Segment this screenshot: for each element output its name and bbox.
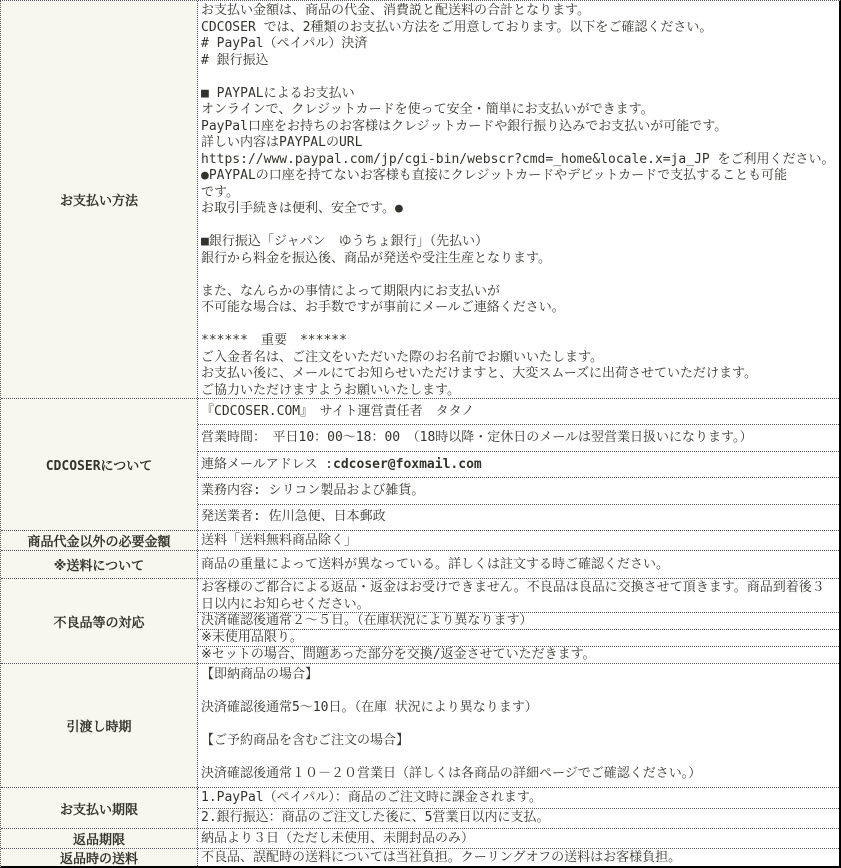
row-header-return-shipping: 返品時の送料: [1, 849, 198, 866]
row-delivery-time: [1, 663, 839, 787]
defect-policy-item: 決済確認後通常２～５日。（在庫状況により異なります）: [198, 612, 839, 629]
about-contact-row: [198, 451, 839, 477]
row-header-defect-policy: 不良品等の対応: [1, 579, 198, 663]
cell-delivery-time: [198, 664, 839, 787]
text-line: CDCOSER では、2種類のお支払い方法をご用意しております。以下をご確認ください。: [201, 19, 713, 35]
row-return-period: [1, 828, 839, 848]
text-line: 【即納商品の場合】: [201, 667, 319, 682]
payment-deadline-item: 1.PayPal（ペイパル）：商品のご注文時に課金されます。: [201, 789, 542, 805]
row-header-delivery-time: 引渡し時期: [1, 664, 198, 787]
contact-email-label: 連絡メールアドレス :: [201, 456, 334, 472]
text-line: お支払い後に、メールにてお知らせいただけますと、大変スムーズに出荷させていただけます。: [201, 366, 758, 381]
row-extra-fees: [1, 530, 839, 550]
text-line: ■ PAYPALによるお支払い: [201, 85, 355, 101]
contact-email: cdcoser@foxmail.com: [333, 456, 482, 472]
text-line: 決済確認後通常5～10日。（在庫 状況により異なります）: [201, 700, 538, 715]
text-line: ****** 重要 ******: [201, 333, 347, 348]
text-line: ■銀行振込「ジャパン ゆうちょ銀行」（先払い）: [201, 234, 489, 249]
text-line: # 銀行振込: [201, 52, 269, 68]
extra-fees-value: 送料「送料無料商品除く」: [201, 532, 358, 548]
defect-policy-item: お客様のご都合による返品・返金はお受けできません。不良品は良品に交換させて頂きます。商品到着後３日以内にお知らせください。: [201, 580, 825, 612]
text-line: [201, 317, 836, 334]
text-line: [201, 267, 836, 284]
about-shipping-carrier: 発送業者: 佐川急便、日本郵政: [198, 504, 839, 530]
text-line: 不可能な場合は、お手数ですが事前にメールご連絡ください。: [201, 300, 565, 315]
defect-policy-item: ※セットの場合、問題あった部分を交換/返金させていただきます。: [198, 646, 839, 663]
return-shipping-value: 不良品、誤配時の送料については当社負担。クーリングオフの送料はお客様負担。: [201, 849, 682, 865]
text-line: PayPal口座をお持ちのお客様はクレジットカードや銀行振り込みでお支払いが可能です。: [201, 118, 728, 134]
about-business-hours: 営業時間： 平日10：00～18：00 （18時以降・定休日のメールは翌営業日扱いになります。）: [198, 424, 839, 450]
row-shipping-note: [1, 550, 839, 578]
row-about-cdcoser: [1, 398, 839, 530]
text-line: [201, 750, 836, 767]
text-line: [201, 218, 836, 235]
text-line: 【ご予約商品を含むご注文の場合】: [201, 733, 410, 748]
text-line: [201, 717, 836, 734]
defect-policy-item: ※未使用品限り。: [198, 629, 839, 646]
text-line: https://www.paypal.com/jp/cgi-bin/webscr?cmd=_home&locale.x=ja_JP をご利用ください。: [201, 151, 835, 167]
text-line: また、なんらかの事情によって期限内にお支払いが: [201, 283, 501, 299]
cell-defect-policy: [198, 579, 839, 663]
text-line: ご協力いただけますようお願いいたします。: [201, 382, 460, 398]
payment-deadline-item: 2.銀行振込：商品のご注文した後に、5営業日以内に支払。: [198, 808, 839, 829]
text-line: お支払い金額は、商品の代金、消費説と配送料の合計となります。: [201, 3, 590, 18]
row-header-about-cdcoser: CDCOSERについて: [1, 399, 198, 530]
shipping-note-value: 商品の重量によって送料が異なっている。詳しくは註文する時ご確認ください。: [201, 556, 670, 572]
row-payment-method: [1, 1, 839, 398]
row-header-payment-deadline: お支払い期限: [1, 788, 198, 828]
text-line: 銀行から料金を振込後、商品が発送や受注生産となります。: [201, 250, 551, 266]
row-defect-policy: [1, 578, 839, 663]
text-line: [201, 684, 836, 701]
row-header-shipping-note: ※送料について: [1, 551, 198, 578]
about-business-content: 業務内容: シリコン製品および雑貨。: [198, 477, 839, 503]
text-line: オンラインで、クレジットカードを使って安全・簡単にお支払いができます。: [201, 102, 654, 117]
text-line: # PayPal（ペイパル）決済: [201, 36, 368, 51]
text-line: 詳しい内容はPAYPALのURL: [201, 135, 363, 150]
cell-payment-method: [198, 1, 839, 398]
return-period-value: 納品より３日（ただし未使用、未開封品のみ）: [201, 830, 475, 846]
row-header-payment-method: お支払い方法: [1, 1, 198, 398]
row-header-return-period: 返品期限: [1, 829, 198, 848]
cell-about-cdcoser: [198, 399, 839, 530]
text-line: お取引手続きは便利、安全です。●: [201, 201, 403, 216]
text-line: ●PAYPALの口座を持てないお客様も直接にクレジットカードやデビットカードで支払することも可能: [201, 168, 788, 183]
text-line: です。: [201, 184, 239, 200]
cell-payment-deadline: [198, 788, 839, 828]
text-line: ご入金者名は、ご注文をいただいた際のお名前でお願いいたします。: [201, 349, 603, 365]
text-line: [201, 69, 836, 86]
row-header-extra-fees: 商品代金以外の必要金額: [1, 531, 198, 550]
row-return-shipping: [1, 848, 839, 866]
text-line: 決済確認後通常１０－２０営業日（詳しくは各商品の詳細ページでご確認ください。）: [201, 766, 702, 781]
about-site-owner: 『CDCOSER.COM』 サイト運営責任者 タタノ: [201, 403, 475, 419]
row-payment-deadline: [1, 787, 839, 828]
